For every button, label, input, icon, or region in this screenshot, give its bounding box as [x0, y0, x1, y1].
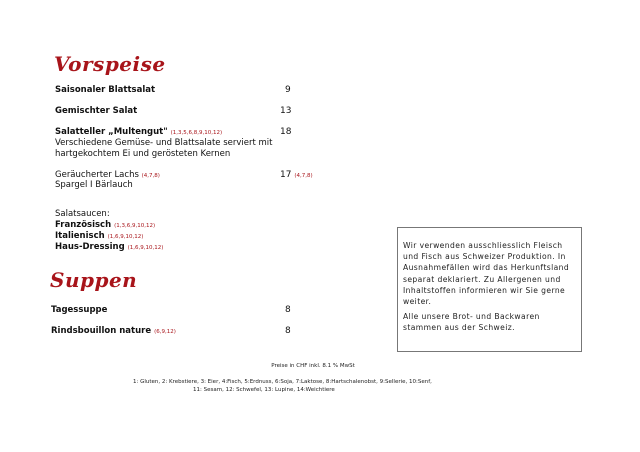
menu-item-price: 13 — [280, 106, 292, 116]
allergen-codes: (1,6,9,10,12) — [127, 245, 164, 251]
sauce-item — [55, 242, 163, 252]
menu-item-name — [55, 127, 222, 137]
menu-item-price: 8 — [285, 305, 291, 315]
allergen-codes: (1,3,6,9,10,12) — [114, 223, 156, 229]
menu-item-description: hartgekochtem Ei und gerösteten Kernen — [55, 149, 231, 159]
menu-item-name: Gemischter Salat — [55, 106, 138, 116]
section-title-vorspeise: Vorspeise — [54, 52, 166, 76]
price-note: Preise in CHF inkl. 8.1 % MwSt — [271, 363, 355, 369]
menu-item-name-text: Rindsbouillon nature — [51, 326, 152, 336]
menu-item-price — [280, 170, 313, 180]
menu-item-name: Tagessuppe — [51, 305, 108, 315]
allergen-legend-line: 11: Sesam, 12: Schwefel, 13: Lupine, 14:Weichtiere — [193, 387, 335, 393]
sauce-item — [55, 220, 155, 230]
menu-item-price: 18 — [280, 127, 292, 137]
sauce-item — [55, 231, 143, 241]
sauce-name: Haus-Dressing — [55, 242, 125, 252]
allergen-codes: (1,3,5,6,8,9,10,12) — [170, 130, 223, 136]
info-box — [397, 227, 582, 352]
menu-item-description: Verschiedene Gemüse- und Blattsalate serviert mit — [55, 138, 273, 148]
sauce-name: Italienisch — [55, 231, 105, 241]
menu-item-description: Spargel I Bärlauch — [55, 180, 133, 190]
allergen-legend-line: 1: Gluten, 2: Krebstiere, 3: Eier, 4:Fisch, 5:Erdnuss, 6:Soja, 7:Laktose, 8:Hartschalenobst, 9:Sellerie, 10:Senf, — [133, 379, 432, 385]
menu-item-name: Saisonaler Blattsalat — [55, 85, 156, 95]
allergen-codes: (4,7,8) — [294, 173, 313, 179]
menu-item-name-text: Salatteller „Multengut" — [55, 127, 168, 137]
menu-item-name — [51, 326, 176, 336]
section-title-suppen: Suppen — [50, 268, 138, 292]
allergen-codes: (6,9,12) — [154, 329, 176, 335]
price-value: 17 — [280, 170, 292, 180]
allergen-codes: (1,6,9,10,12) — [107, 234, 144, 240]
info-text-origin: Wir verwenden ausschliesslich Fleisch und Fisch aus Schweizer Produktion. In Ausnahmefällen wird das Herkunftsland separat deklariert. Zu Allergenen und Inhaltstoffen informieren wir Sie gerne weiter. — [403, 241, 570, 307]
menu-item-name-text: Geräucherter Lachs — [55, 170, 139, 180]
sauces-heading: Salatsaucen: — [55, 209, 110, 219]
sauce-name: Französisch — [55, 220, 112, 230]
info-text-bread: Alle unsere Brot- und Backwaren stammen aus der Schweiz. — [403, 312, 540, 333]
menu-item-price: 9 — [285, 85, 291, 95]
allergen-codes: (4,7,8) — [141, 173, 160, 179]
menu-item-price: 8 — [285, 326, 291, 336]
